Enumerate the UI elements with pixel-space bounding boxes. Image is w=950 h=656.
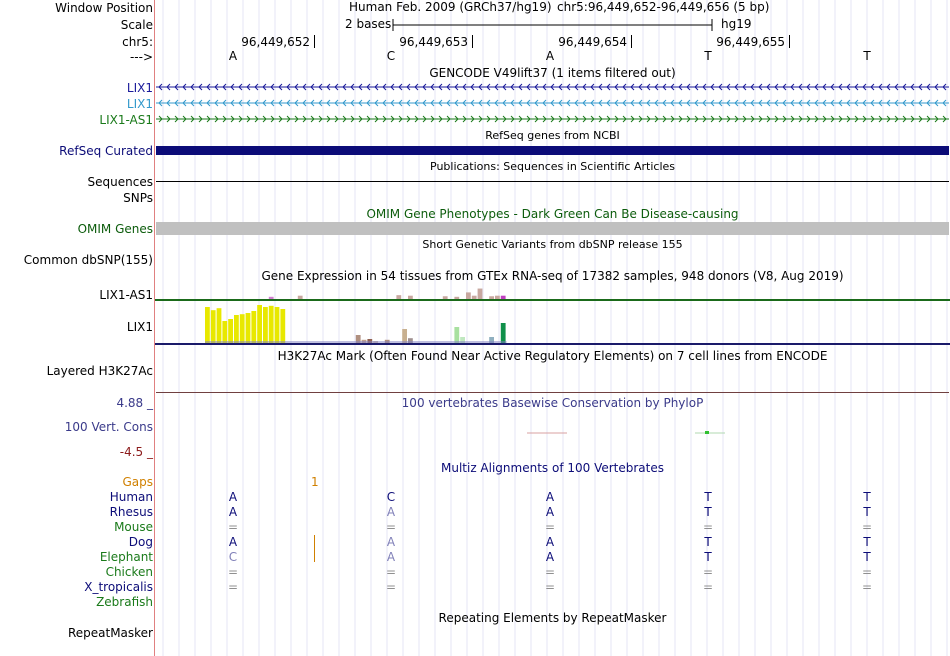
gtex-lix1-bar [402,329,407,343]
gtex-lix1-bar [257,305,262,343]
strand-label: ---> [129,50,153,64]
multiz-aligned-base: T [704,490,712,504]
gtex-expression-graph[interactable] [155,285,950,347]
multiz-aligned-base: = [227,565,239,579]
gtex-lix1-bar [246,313,251,343]
multiz-gaps-label[interactable]: Gaps [122,475,153,489]
repeatmasker-track-title: Repeating Elements by RepeatMasker [438,611,667,625]
multiz-track-title: Multiz Alignments of 100 Vertebrates [440,461,665,475]
gtex-lix1-bar [228,319,233,343]
multiz-aligned-base: T [863,550,871,564]
scale-bar [392,18,714,32]
refseq-label[interactable]: RefSeq Curated [59,144,153,158]
phylop-track-title: 100 vertebrates Basewise Conservation by PhyloP [401,396,704,410]
multiz-aligned-base: A [545,535,555,549]
coordinate-tick-mark [631,35,632,48]
multiz-species-label[interactable]: Mouse [114,520,153,534]
gtex-label-lix1[interactable]: LIX1 [126,320,153,334]
multiz-aligned-base: = [861,565,873,579]
multiz-species-label[interactable]: Zebrafish [96,595,153,609]
gtex-lix1-bar [211,310,216,343]
multiz-aligned-base: A [386,505,396,519]
omim-gene-bar[interactable] [156,222,949,235]
phylop-min-label: -4.5 _ [119,445,153,459]
multiz-species-label[interactable]: Elephant [99,550,153,564]
gtex-track-title: Gene Expression in 54 tissues from GTEx RNA-seq of 17382 samples, 948 donors (V8, Aug 2019) [261,269,844,283]
gtex-lix1-bar [205,307,210,343]
multiz-gap-count: 1 [311,475,319,489]
chrom-label: chr5: [122,35,153,49]
assembly-title: Human Feb. 2009 (GRCh37/hg19) [349,0,552,14]
multiz-aligned-base: = [385,580,397,594]
gtex-as1-bar [466,292,471,299]
multiz-aligned-base: T [704,535,712,549]
multiz-aligned-base: T [863,535,871,549]
gtex-lix1-bar [217,308,222,343]
gencode-item-label-1[interactable]: LIX1 [126,81,153,95]
multiz-aligned-base: A [228,490,238,504]
gtex-as1-bar [408,296,413,299]
multiz-aligned-base: = [702,580,714,594]
multiz-aligned-base: = [702,520,714,534]
phylop-max-label: 4.88 _ [116,396,153,410]
gtex-as1-bar [495,296,500,299]
gtex-lix1-bar [222,321,227,343]
multiz-species-label[interactable]: X_tropicalis [84,580,153,594]
coordinate-tick-label: 96,449,653 [399,35,468,49]
multiz-aligned-base: = [544,580,556,594]
gencode-item-label-2[interactable]: LIX1 [126,97,153,111]
multiz-aligned-base: = [544,520,556,534]
gtex-lix1-bar [362,340,367,343]
multiz-aligned-base: = [385,565,397,579]
multiz-aligned-base: T [863,505,871,519]
dbsnp-label[interactable]: Common dbSNP(155) [23,253,153,267]
multiz-aligned-base: C [386,490,396,504]
refseq-track-title: RefSeq genes from NCBI [485,129,620,142]
gtex-lix1-bar [385,340,390,343]
gencode-gene-models[interactable] [155,80,950,126]
coordinate-tick-mark [789,35,790,48]
reference-base[interactable]: A [228,49,238,63]
gtex-lix1-bar [263,307,268,343]
window-position-label: Window Position [55,1,153,15]
h3k27ac-track-title: H3K27Ac Mark (Often Found Near Active Regulatory Elements) on 7 cell lines from ENCODE [277,349,828,363]
position-text[interactable]: chr5:96,449,652-96,449,656 (5 bp) [557,0,770,14]
gtex-as1-bar [443,296,448,299]
gtex-as1-bar [454,297,459,299]
multiz-aligned-base: T [704,550,712,564]
multiz-species-label[interactable]: Dog [128,535,153,549]
reference-base[interactable]: T [704,49,712,63]
multiz-aligned-base: = [227,580,239,594]
multiz-aligned-base: = [227,520,239,534]
phylop-graph[interactable] [155,428,950,438]
omim-track-title: OMIM Gene Phenotypes - Dark Green Can Be Disease-causing [366,207,739,221]
multiz-aligned-base: A [545,505,555,519]
multiz-species-label[interactable]: Chicken [105,565,153,579]
multiz-aligned-base: A [228,505,238,519]
reference-base[interactable]: C [386,49,396,63]
refseq-gene-bar[interactable] [156,146,949,155]
multiz-aligned-base: T [863,490,871,504]
multiz-species-label[interactable]: Human [109,490,153,504]
publications-line[interactable] [156,181,949,182]
multiz-aligned-base: A [545,490,555,504]
coordinate-tick-label: 96,449,652 [241,35,310,49]
multiz-gap-marker [314,535,315,562]
omim-label[interactable]: OMIM Genes [77,222,153,236]
h3k27ac-label[interactable]: Layered H3K27Ac [46,364,153,378]
multiz-aligned-base: = [702,565,714,579]
multiz-aligned-base: A [386,535,396,549]
coordinate-tick-label: 96,449,655 [716,35,785,49]
h3k27ac-baseline [156,392,949,393]
multiz-aligned-base: A [545,550,555,564]
multiz-aligned-base: = [544,565,556,579]
gtex-lix1-bar [454,327,459,343]
gtex-lix1-bar [501,323,506,343]
multiz-aligned-base: = [861,520,873,534]
gtex-lix1-bar [269,306,274,343]
multiz-species-label[interactable]: Rhesus [109,505,153,519]
db-label: hg19 [721,17,752,31]
gtex-lix1-bar [240,314,245,343]
phylop-label[interactable]: 100 Vert. Cons [64,420,153,434]
multiz-aligned-base: = [385,520,397,534]
gtex-lix1-bar [251,311,256,343]
gtex-as1-bar [501,296,506,299]
gtex-lix1-bar [275,307,280,343]
multiz-aligned-base: T [704,505,712,519]
snps-label[interactable]: SNPs [123,191,153,205]
scale-text: 2 bases [345,17,392,31]
gtex-lix1-bar [234,315,239,343]
gencode-item-label-3[interactable]: LIX1-AS1 [99,113,153,127]
scale-label: Scale [120,18,153,32]
coordinate-tick-label: 96,449,654 [558,35,627,49]
publications-track-title: Publications: Sequences in Scientific Articles [430,160,675,173]
multiz-aligned-base: = [861,580,873,594]
gencode-track-title: GENCODE V49lift37 (1 items filtered out) [429,66,676,80]
reference-base[interactable]: T [863,49,871,63]
publications-label[interactable]: Sequences [87,175,153,189]
coordinate-tick-mark [472,35,473,48]
multiz-aligned-base: C [228,550,238,564]
gtex-as1-bar [489,296,494,299]
gtex-as1-bar [478,289,483,299]
dbsnp-track-title: Short Genetic Variants from dbSNP release 155 [422,238,683,251]
gtex-as1-bar [472,296,477,299]
gtex-lix1-bar [280,309,285,343]
gtex-as1-bar [298,296,303,299]
gtex-as1-bar [269,297,274,299]
multiz-aligned-base: A [228,535,238,549]
coordinate-tick-mark [314,35,315,48]
gtex-as1-bar [396,295,401,299]
repeatmasker-label[interactable]: RepeatMasker [67,626,153,640]
reference-base[interactable]: A [545,49,555,63]
multiz-aligned-base: A [386,550,396,564]
gtex-label-lix1-as1[interactable]: LIX1-AS1 [99,288,153,302]
